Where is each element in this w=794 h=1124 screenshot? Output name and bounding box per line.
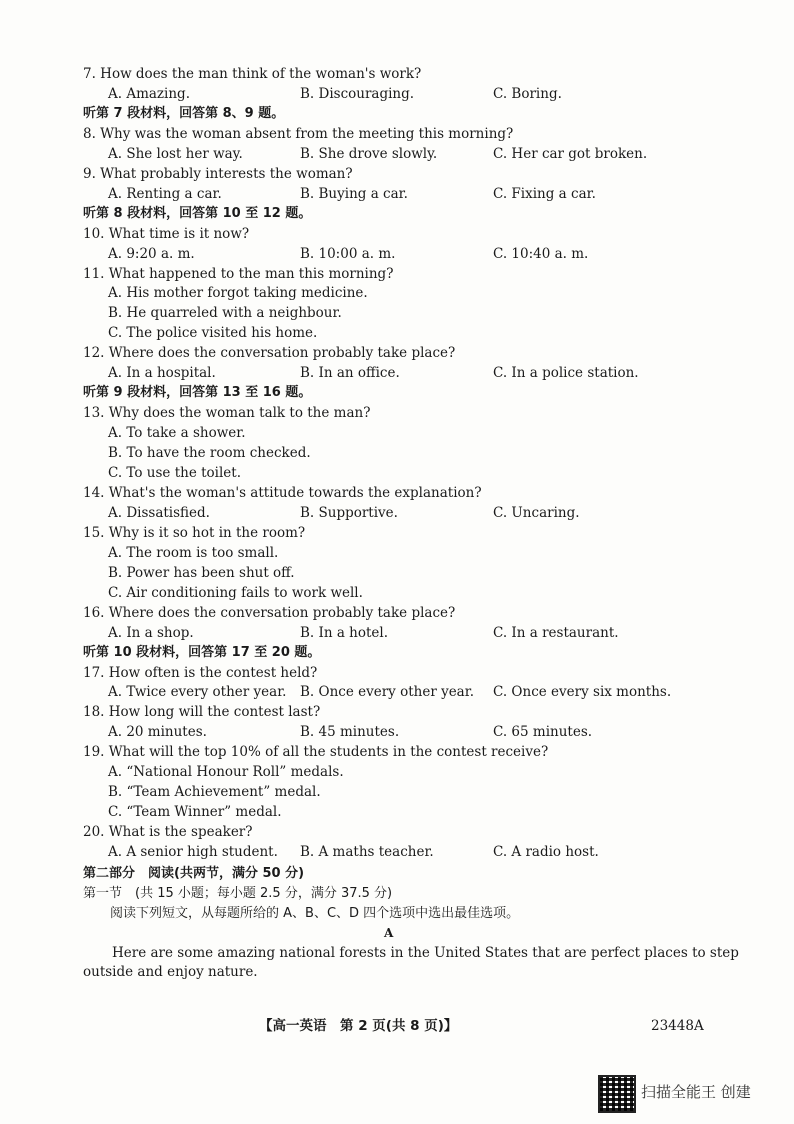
answer-option-c: C. Once every six months. xyxy=(493,684,672,700)
question-stem: 18. How long will the contest last? xyxy=(83,704,321,720)
answer-option: B. He quarreled with a neighbour. xyxy=(108,305,342,321)
answer-option-a: A. Twice every other year. xyxy=(108,684,287,700)
reading-instruction: 阅读下列短文，从每题所给的 A、B、C、D 四个选项中选出最佳选项。 xyxy=(110,906,520,921)
question-stem: 7. How does the man think of the woman's work? xyxy=(83,66,422,82)
part-title: 第二部分 阅读(共两节，满分 50 分) xyxy=(83,866,305,881)
question-stem: 12. Where does the conversation probably take place? xyxy=(83,345,456,361)
answer-option-b: B. Supportive. xyxy=(300,505,398,521)
answer-option-a: A. Dissatisfied. xyxy=(108,505,210,521)
listening-section-instruction: 听第 10 段材料，回答第 17 至 20 题。 xyxy=(83,645,321,660)
question-stem: 9. What probably interests the woman? xyxy=(83,166,353,182)
answer-option-a: A. Amazing. xyxy=(108,86,190,102)
answer-option-c: C. 10:40 a. m. xyxy=(493,246,589,262)
answer-option-a: A. In a hospital. xyxy=(108,365,216,381)
answer-option-a: A. 20 minutes. xyxy=(108,724,207,740)
answer-option: C. Air conditioning fails to work well. xyxy=(108,585,363,601)
answer-option-c: C. In a police station. xyxy=(493,365,639,381)
answer-option-b: B. She drove slowly. xyxy=(300,146,438,162)
question-stem: 14. What's the woman's attitude towards the explanation? xyxy=(83,485,482,501)
question-stem: 19. What will the top 10% of all the students in the contest receive? xyxy=(83,744,549,760)
question-stem: 17. How often is the contest held? xyxy=(83,665,318,681)
passage-text-line-1: Here are some amazing national forests in the United States that are perfect places to step xyxy=(112,945,739,961)
answer-option-a: A. A senior high student. xyxy=(108,844,278,860)
question-stem: 11. What happened to the man this morning? xyxy=(83,266,394,282)
answer-option-c: C. Boring. xyxy=(493,86,562,102)
answer-option-b: B. A maths teacher. xyxy=(300,844,434,860)
answer-option-a: A. 9:20 a. m. xyxy=(108,246,195,262)
question-stem: 20. What is the speaker? xyxy=(83,824,253,840)
listening-section-instruction: 听第 7 段材料，回答第 8、9 题。 xyxy=(83,106,285,121)
answer-option-a: A. Renting a car. xyxy=(108,186,222,202)
answer-option-b: B. Discouraging. xyxy=(300,86,415,102)
scanner-watermark: 扫描全能王 创建 xyxy=(641,1083,751,1101)
answer-option-c: C. Her car got broken. xyxy=(493,146,648,162)
answer-option: A. His mother forgot taking medicine. xyxy=(108,285,368,301)
answer-option: C. “Team Winner” medal. xyxy=(108,804,282,820)
footer-title: 【高一英语 第 2 页(共 8 页)】 xyxy=(259,1018,458,1034)
footer-code: 23448A xyxy=(651,1018,704,1034)
answer-option-c: C. A radio host. xyxy=(493,844,599,860)
listening-section-instruction: 听第 9 段材料，回答第 13 至 16 题。 xyxy=(83,385,312,400)
answer-option-b: B. 45 minutes. xyxy=(300,724,400,740)
answer-option-b: B. In a hotel. xyxy=(300,625,389,641)
answer-option: B. “Team Achievement” medal. xyxy=(108,784,321,800)
question-stem: 8. Why was the woman absent from the meeting this morning? xyxy=(83,126,514,142)
answer-option: C. To use the toilet. xyxy=(108,465,242,481)
passage-label: A xyxy=(384,926,394,940)
subsection-title: 第一节 (共 15 小题；每小题 2.5 分，满分 37.5 分) xyxy=(83,886,393,901)
passage-text-line-2: outside and enjoy nature. xyxy=(83,964,258,980)
question-stem: 10. What time is it now? xyxy=(83,226,250,242)
listening-section-instruction: 听第 8 段材料，回答第 10 至 12 题。 xyxy=(83,206,312,221)
answer-option-b: B. In an office. xyxy=(300,365,400,381)
question-stem: 13. Why does the woman talk to the man? xyxy=(83,405,371,421)
answer-option-a: A. She lost her way. xyxy=(108,146,243,162)
answer-option-c: C. In a restaurant. xyxy=(493,625,619,641)
answer-option-c: C. Fixing a car. xyxy=(493,186,596,202)
qr-code-icon xyxy=(598,1075,636,1113)
answer-option-c: C. Uncaring. xyxy=(493,505,580,521)
answer-option: A. The room is too small. xyxy=(108,545,279,561)
answer-option: A. To take a shower. xyxy=(108,425,246,441)
answer-option-b: B. Buying a car. xyxy=(300,186,408,202)
answer-option-a: A. In a shop. xyxy=(108,625,194,641)
answer-option: C. The police visited his home. xyxy=(108,325,318,341)
question-stem: 16. Where does the conversation probably take place? xyxy=(83,605,456,621)
answer-option: B. Power has been shut off. xyxy=(108,565,295,581)
answer-option-b: B. 10:00 a. m. xyxy=(300,246,396,262)
answer-option-b: B. Once every other year. xyxy=(300,684,474,700)
answer-option-c: C. 65 minutes. xyxy=(493,724,593,740)
answer-option: B. To have the room checked. xyxy=(108,445,311,461)
answer-option: A. “National Honour Roll” medals. xyxy=(108,764,344,780)
question-stem: 15. Why is it so hot in the room? xyxy=(83,525,306,541)
